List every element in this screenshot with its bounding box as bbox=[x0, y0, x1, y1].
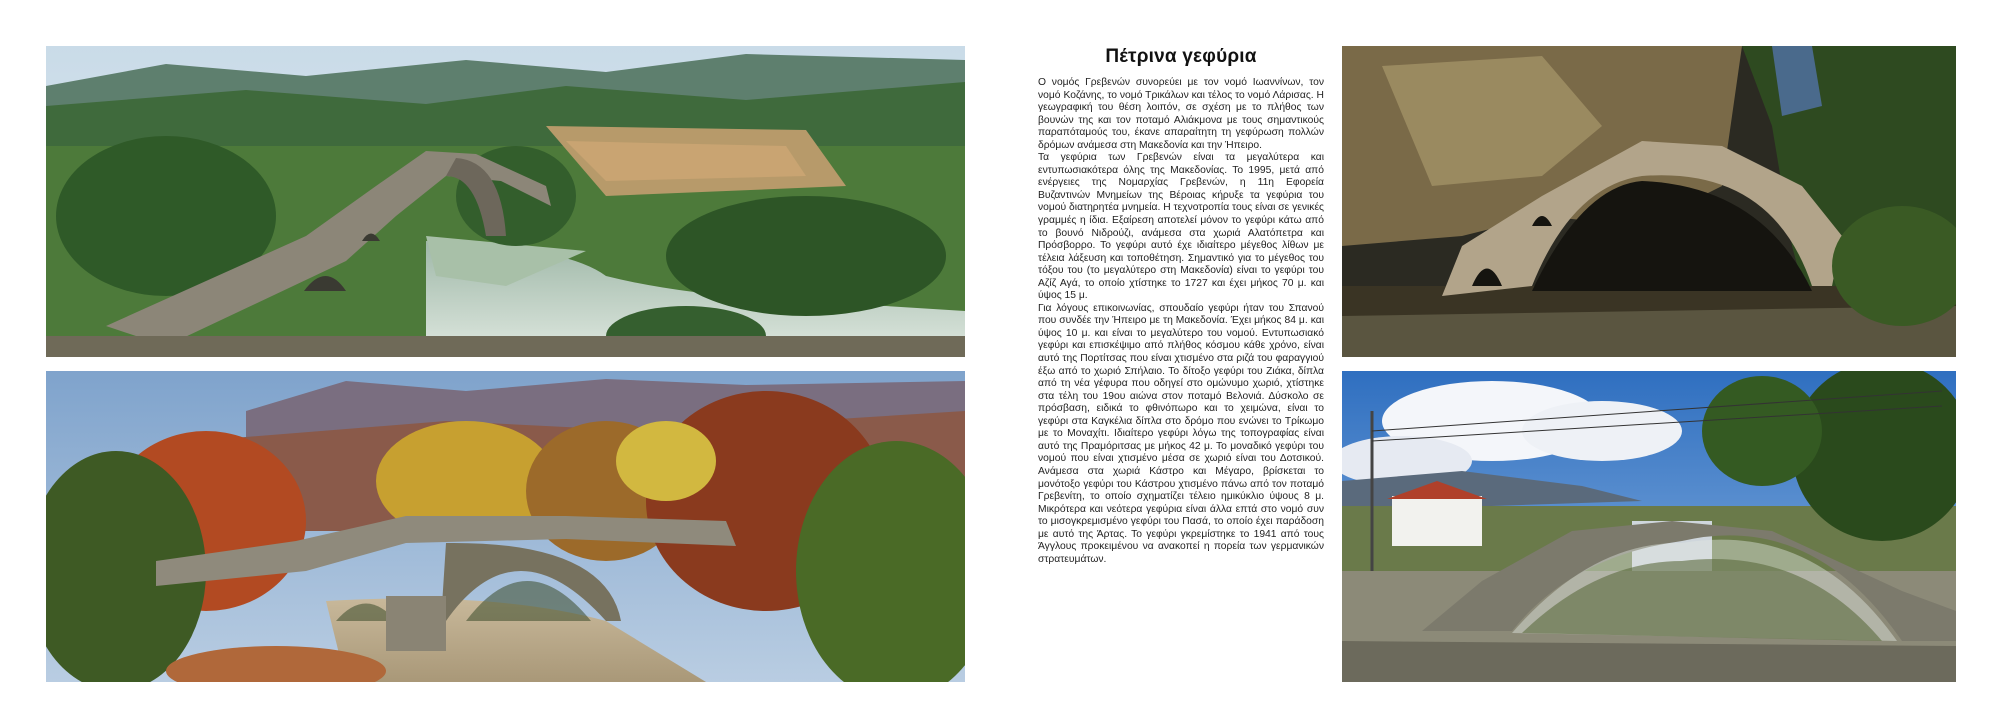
photo-bridge-village bbox=[1342, 371, 1956, 682]
article-paragraph-1: Ο νομός Γρεβενών συνορεύει με τον νομό Ιωαννίνων, τον νομό Κοζάνης, το νομό Τρικάλων και τέλος το νομό Λάρισας. Η γεωγραφική του θέση λοιπόν, σε σχέση με το πλήθος των βουνών της και τον ποταμό Αλιάκμονα με τους σημαντικούς παραπόταμούς του, έκανε απαραίτητη τη γεφύρωση πολλών δρόμων ανάμεσα στη Μακεδονία και την Ήπειρο. bbox=[1038, 77, 1324, 151]
article-paragraph-3: Για λόγους επικοινωνίας, σπουδαίο γεφύρι ήταν του Σπανού που συνδέε την Ήπειρο με τη Μακεδονία. Έχει μήκος 84 μ. και ύψος 10 μ. και είναι το μεγαλύτερο του νομού. Εντυπωσιακό γεφύρι και επισκέψιμο από πλήθος κόσμου κάθε χρόνο, είναι αυτό της Πορτίτσας που είναι χτισμένο στα ριζά του φαραγγιού έξω από το χωριό Σπήλαιο. Το δίτοξο γεφύρι του Ζιάκα, δίπλα από τη νέα γέφυρα που οδηγεί στο ομώνυμο χωριό, χτίστηκε στα τέλη του 19ου αιώνα στον ποταμό Βελονιά. Δύσκολο σε πρόσβαση, ειδικά το φθινόπωρο και το χειμώνα, είναι το γεφύρι στα Καγκέλια δίπλα στο δρόμο που ενώνει το Τρίκωμο με το Μοναχίτι. Ιδιαίτερο γεφύρι λόγω της τοπογραφίας είναι αυτό της Πραμόριτσας με μήκος 42 μ. Το μοναδικό γεφύρι του νομού που είναι χτισμένο μέσα σε χωριό είναι του Δοτσικού. Ανάμεσα στα χωριά Κάστρο και Μέγαρο, βρίσκεται το μονότοξο γεφύρι του Κάστρου χτισμένο πάνω από τον ποταμό Γρεβενίτη, το οποίο σχηματίζει τέλειο ημικύκλιο ύψους 8 μ. Μικρότερα και νεότερα γεφύρια είναι άλλα επτά στο νομό συν το μισογκρεμισμένο γεφύρι του Πασά, το οποίο έχει παράδοση με αυτό της Άρτας. Το γεφύρι γκρεμίστηκε το 1941 από τους Άγγλους προκειμένου να ανακοπεί η πορεία των γερμανικών στρατευμάτων. bbox=[1038, 302, 1324, 565]
article-paragraph-2: Τα γεφύρια των Γρεβενών είναι τα μεγαλύτερα και εντυπωσιακότερα όλης της Μακεδονίας. Το 1995, μετά από ενέργειες της Νομαρχίας Γρεβενών, η 11η Εφορεία Βυζαντινών Μνημείων της Βέροιας κήρυξε τα γεφύρια του νομού διατηρητέα μνημεία. Η τεχνοτροπία τους είναι σε γενικές γραμμές η ίδια. Εξαίρεση αποτελεί μόνον το γεφύρι κάτω από το βουνό Νιδρούζι, ανάμεσα στα χωριά Αλατόπετρα και Πρόσβορρο. Το γεφύρι αυτό έχε ιδιαίτερο μέγεθος λίθων με τέλεια λάξευση και τοποθέτηση. Σημαντικό για το μέγεθος του τόξου του (το μεγαλύτερο στη Μακεδονία) είναι το γεφύρι του Αζίζ Αγά, το οποίο χτίστηκε το 1727 και έχει μήκος 70 μ. και ύψος 15 μ. bbox=[1038, 152, 1324, 302]
photo-bridge-autumn bbox=[46, 371, 965, 682]
article bbox=[1038, 46, 1324, 566]
photo-bridge-gorge bbox=[1342, 46, 1956, 357]
photo-bridge-green-valley bbox=[46, 46, 965, 357]
article-title: Πέτρινα γεφύρια bbox=[1105, 46, 1257, 67]
